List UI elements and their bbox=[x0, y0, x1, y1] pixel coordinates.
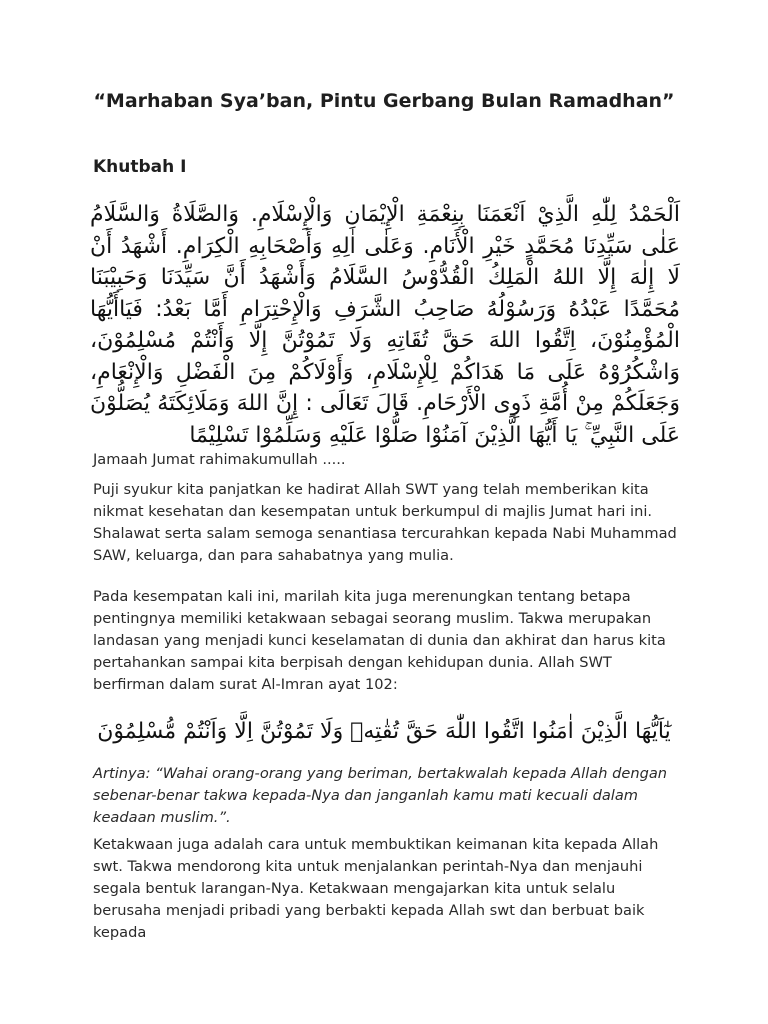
paragraph-2: Pada kesempatan kali ini, marilah kita juga merenungkan tentang betapa pentingnya memiliki ketakwaan sebagai seorang muslim. Takwa merupakan landasan yang menjadi kunci keselamatan di dunia dan akhirat dan harus kita pertahankan sampai kita berpisah dengan kehidupan dunia. Allah SWT berfirman dalam surat Al-Imran ayat 102: bbox=[93, 588, 666, 693]
greeting-text: Jamaah Jumat rahimakumullah ..... bbox=[93, 451, 346, 468]
arabic-verse-text: يٰٓاَيُّهَا الَّذِيْنَ اٰمَنُوا اتَّقُوا اللّٰهَ حَقَّ تُقٰتِهٖ وَلَا تَمُوْتُنَّ اِلَّا وَاَنْتُمْ مُّسْلِمُوْنَ bbox=[97, 719, 671, 744]
arabic-opening-text: اَلْحَمْدُ لِلّٰهِ الَّذِيْ اَنْعَمَنَا بِنِعْمَةِ الْإِيْمَانِ وَالْإِسْلَامِ. وَالصَّلَاةُ وَالسَّلَامُ عَلٰى سَيِّدِنَا مُحَمَّدٍ خَيْرِ الْأَنَامِ. وَعَلٰى اٰلِهِ وَأَصْحَابِهِ الْكِرَامِ. أَشْهَدُ أَنْ لَا إِلٰهَ إِلَّا اللهُ الْمَلِكُ الْقُدُّوْسُ السَّلَامُ وَأَشْهَدُ أَنَّ سَيِّدَنَا وَحَبِيْبَنَا مُحَمَّدًا عَبْدُهُ وَرَسُوْلُهُ صَاحِبُ الشَّرَفِ وَالْإِحْتِرَامِ أَمَّا بَعْدُ: فَيَاأَيُّهَا الْمُؤْمِنُوْنَ، اِتَّقُوا اللهَ حَقَّ تُقَاتِهِ وَلَا تَمُوْتُنَّ إِلَّا وَأَنْتُمْ مُسْلِمُوْنَ، وَاشْكُرُوْهُ عَلَى مَا هَدَاكُمْ لِلْإِسْلَامِ، وَأَوْلَاكُمْ مِنَ الْفَضْلِ وَالْإِنْعَامِ، وَجَعَلَكُمْ مِنْ أُمَّةِ ذَوِى الْأَرْحَامِ. قَالَ تَعَالَى : إِنَّ اللهَ وَمَلَائِكَتَهُ يُصَلُّوْنَ عَلَى النَّبِيِّ ۚ يَا أَيُّهَا الَّذِيْنَ آمَنُوْا صَلُّوْا عَلَيْهِ وَسَلِّمُوْا تَسْلِيْمًا bbox=[90, 202, 680, 448]
paragraph-1: Puji syukur kita panjatkan ke hadirat Allah SWT yang telah memberikan kita nikmat kesehatan dan kesempatan untuk berkumpul di majlis Jumat hari ini. Shalawat serta salam semoga senantiasa tercurahkan kepada Nabi Muhammad SAW, keluarga, dan para sahabatnya yang mulia. bbox=[93, 481, 677, 564]
verse-translation: Artinya: “Wahai orang-orang yang beriman, bertakwalah kepada Allah dengan sebenar-benar takwa kepada-Nya dan janganlah kamu mati kecuali dalam keadaan muslim.”. bbox=[93, 765, 668, 826]
section-heading: Khutbah I bbox=[93, 157, 187, 177]
document-title: “Marhaban Sya’ban, Pintu Gerbang Bulan Ramadhan” bbox=[93, 90, 675, 112]
paragraph-3: Ketakwaan juga adalah cara untuk membuktikan keimanan kita kepada Allah swt. Takwa mendorong kita untuk menjalankan perintah-Nya dan menjauhi segala bentuk larangan-Nya. Ketakwaan mengajarkan kita untuk selalu berusaha menjadi pribadi yang berbakti kepada Allah swt dan berbuat baik kepada bbox=[93, 836, 659, 941]
